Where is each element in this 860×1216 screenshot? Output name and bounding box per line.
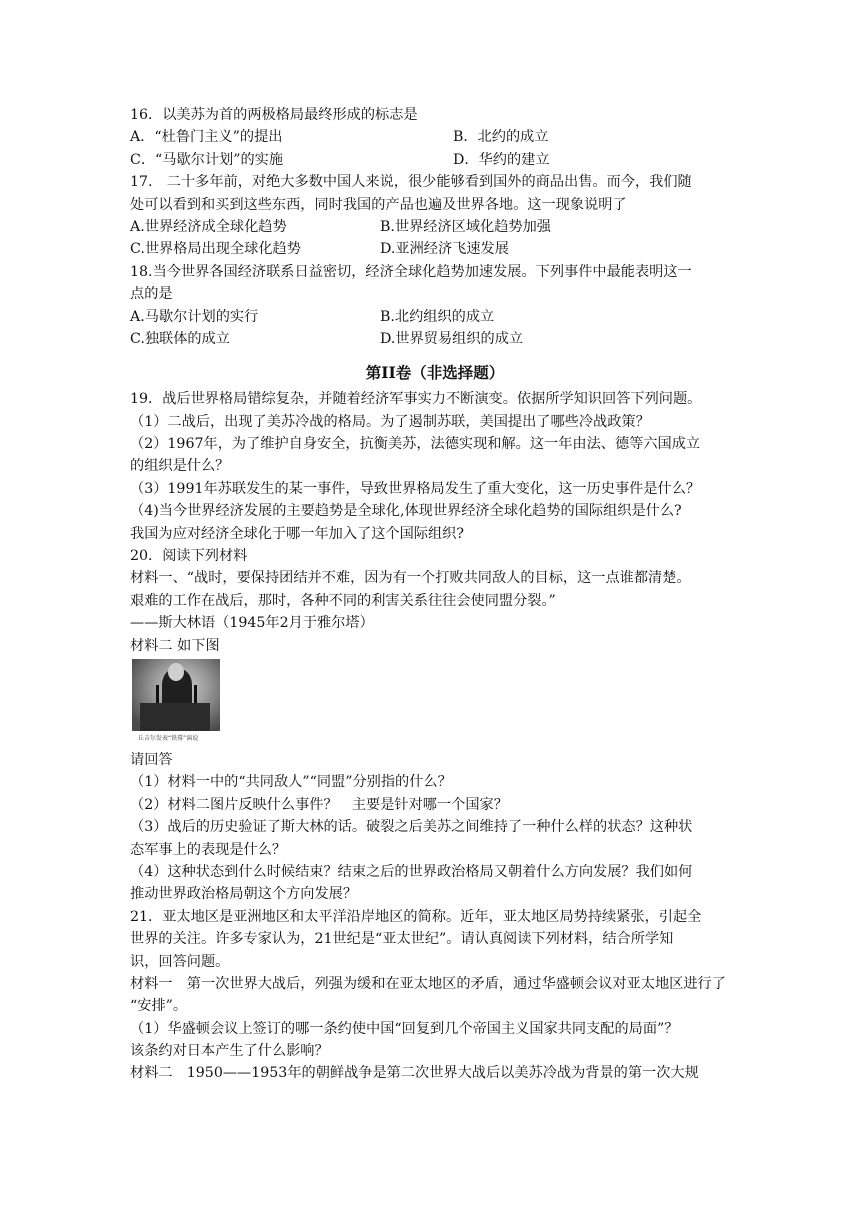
q17-option-b: B.世界经济区域化趋势加强 — [380, 218, 551, 235]
q17-options-row1 — [130, 216, 740, 238]
q21-stem-line3: 识，回答问题。 — [130, 953, 230, 970]
podium — [140, 703, 210, 731]
q16-option-a: A．“杜鲁门主义”的提出 — [130, 129, 283, 146]
q18-options-row1 — [130, 306, 740, 328]
q20-ask: 请回答 — [130, 751, 173, 768]
q21-material1-line1: 材料一 第一次世界大战后，列强为缓和在亚太地区的矛盾，通过华盛顿会议对亚太地区进行了 — [130, 975, 726, 992]
q17-option-c: C.世界格局出现全球化趋势 — [130, 241, 301, 258]
q21-part1-line1: （1）华盛顿会议上签订的哪一条约使中国“回复到几个帝国主义国家共同支配的局面”？ — [130, 1020, 679, 1037]
section-2-title: 第II卷（非选择题） — [365, 363, 505, 383]
q19-part2-line1: （2）1967年，为了维护自身安全，抗衡美苏，法德实现和解。这一年由法、德等六国成立 — [130, 436, 701, 453]
q19-stem: 19．战后世界格局错综复杂，并随着经济军事实力不断演变。依据所学知识回答下列问题。 — [130, 391, 702, 408]
q16-stem: 16．以美苏为首的两极格局最终形成的标志是 — [130, 107, 418, 123]
microphone-icon — [156, 685, 159, 705]
q20-part3-line1: （3）战后的历史验证了斯大林的话。破裂之后美苏之间维持了一种什么样的状态？这种状 — [130, 819, 693, 836]
q21-stem-line1: 21．亚太地区是亚洲地区和太平洋沿岸地区的简称。近年，亚太地区局势持续紧张，引起全 — [130, 908, 702, 925]
q17-stem-line2: 处可以看到和买到这些东西，同时我国的产品也遍及世界各地。这一现象说明了 — [130, 196, 627, 213]
churchill-speech-photo — [132, 659, 220, 731]
q18-option-b: B.北约组织的成立 — [380, 308, 495, 325]
q18-options-row2 — [130, 328, 740, 350]
q20-part3-line2: 态军事上的表现是什么？ — [130, 841, 287, 858]
q17-option-a: A.世界经济成全球化趋势 — [130, 218, 287, 235]
q20-part2: （2）材料二图片反映什么事件？ 主要是针对哪一个国家？ — [130, 796, 508, 813]
q21-part1-line2: 该条约对日本产生了什么影响？ — [130, 1043, 329, 1060]
q18-option-c: C.独联体的成立 — [130, 330, 230, 347]
photo-caption: 丘吉尔发表“铁幕”演说 — [138, 734, 199, 742]
q20-part4-line2: 推动世界政治格局朝这个方向发展？ — [130, 886, 358, 903]
exam-page — [130, 104, 740, 1085]
q20-stem: 20．阅读下列材料 — [130, 548, 248, 565]
speaker-head — [168, 663, 184, 681]
q20-part4-line1: （4）这种状态到什么时候结束？结束之后的世界政治格局又朝着什么方向发展？我们如何 — [130, 863, 693, 880]
q21-material2-line1: 材料二 1950——1953年的朝鲜战争是第二次世界大战后以美苏冷战为背景的第一次大规 — [130, 1065, 699, 1082]
q19-part4-line2: 我国为应对经济全球化于哪一年加入了这个国际组织? — [130, 525, 464, 542]
q16-option-d: D．华约的建立 — [453, 151, 550, 168]
q17-stem-line1: 17. 二十多年前，对绝大多数中国人来说，很少能够看到国外的商品出售。而今，我们随 — [130, 174, 692, 191]
q17-options-row2 — [130, 238, 740, 260]
q19-part3: （3）1991年苏联发生的某一事件，导致世界格局发生了重大变化，这一历史事件是什么？ — [130, 480, 701, 497]
q20-material1-line1: 材料一、“战时，要保持团结并不难，因为有一个打败共同敌人的目标，这一点谁都清楚。 — [130, 570, 691, 587]
microphone-icon — [194, 685, 197, 705]
q18-option-a: A.马歇尔计划的实行 — [130, 308, 259, 325]
q20-material2-label: 材料二 如下图 — [130, 637, 220, 654]
q16-option-c: C．“马歇尔计划”的实施 — [130, 151, 284, 168]
q18-option-d: D.世界贸易组织的成立 — [380, 330, 524, 347]
q19-part4-line1: （4)当今世界经济发展的主要趋势是全球化,体现世界经济全球化趋势的国际组织是什么? — [130, 503, 682, 520]
q19-part2-line2: 的组织是什么？ — [130, 458, 230, 475]
q18-stem-line2: 点的是 — [130, 286, 173, 303]
q18-stem-line1: 18.当今世界各国经济联系日益密切，经济全球化趋势加速发展。下列事件中最能表明这一 — [130, 263, 692, 280]
q20-material1-source: ——斯大林语（1945年2月于雅尔塔） — [130, 615, 374, 632]
q16-option-b: B．北约的成立 — [453, 129, 549, 146]
q16-options-row1 — [130, 126, 740, 148]
q19-part1: （1）二战后，出现了美苏冷战的格局。为了遏制苏联，美国提出了哪些冷战政策？ — [130, 413, 650, 430]
q20-part1: （1）材料一中的“共同敌人”“同盟”分别指的什么？ — [130, 774, 452, 791]
q20-material1-line2: 艰难的工作在战后，那时，各种不同的利害关系往往会使同盟分裂。” — [130, 592, 556, 609]
churchill-photo-figure — [130, 657, 740, 749]
q17-option-d: D.亚洲经济飞速发展 — [380, 241, 509, 258]
q16-options-row2 — [130, 149, 740, 171]
q21-stem-line2: 世界的关注。许多专家认为，21世纪是“亚太世纪”。请认真阅读下列材料，结合所学知 — [130, 931, 674, 948]
q21-material1-line2: “安排”。 — [130, 998, 188, 1015]
